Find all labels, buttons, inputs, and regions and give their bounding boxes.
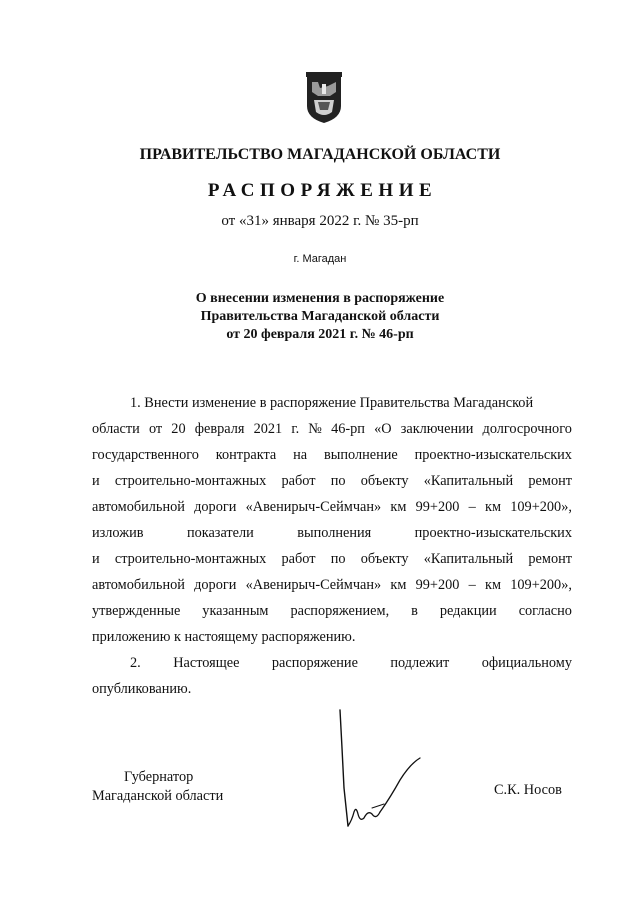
coat-of-arms-icon [306,72,342,124]
subject-line: О внесении изменения в распоряжение [195,291,445,306]
body-line: автомобильной дороги «Авенирыч-Сеймчан» км 99+200 – км 109+200», [92,577,572,593]
subject-line: от 20 февраля 2021 г. № 46-рп [226,327,414,342]
body-line: 2. Настоящее распоряжение подлежит официальному [130,655,572,671]
document-city: г. Магадан [293,253,347,265]
body-line: изложив показатели выполнения проектно-изыскательских [92,525,572,541]
body-line: государственного контракта на выполнение проектно-изыскательских [92,447,572,463]
body-line: утвержденные указанным распоряжением, в редакции согласно [92,603,572,619]
signatory-name: С.К. Носов [494,782,562,798]
document-date-number: от «31» января 2022 г. № 35-рп [221,213,419,229]
document-type: РАСПОРЯЖЕНИЕ [207,180,438,201]
organization-title: ПРАВИТЕЛЬСТВО МАГАДАНСКОЙ ОБЛАСТИ [139,146,501,163]
body-line: приложению к настоящему распоряжению. [92,629,356,645]
signatory-title-line: Магаданской области [92,788,224,804]
body-line: и строительно-монтажных работ по объекту «Капитальный ремонт [92,473,572,489]
body-line: автомобильной дороги «Авенирыч-Сеймчан» км 99+200 – км 109+200», [92,499,572,515]
signatory-title [92,768,223,806]
subject-line: Правительства Магаданской области [200,309,440,324]
handwritten-signature [328,708,438,838]
body-line: и строительно-монтажных работ по объекту «Капитальный ремонт [92,551,572,567]
body-line: 1. Внести изменение в распоряжение Правительства Магаданской [130,395,534,411]
signatory-title-line: Губернатор [124,769,194,785]
document-body [92,390,572,702]
body-line: области от 20 февраля 2021 г. № 46-рп «О заключении долгосрочного [92,421,572,437]
body-line: опубликованию. [92,681,192,697]
document-subject [0,290,640,344]
